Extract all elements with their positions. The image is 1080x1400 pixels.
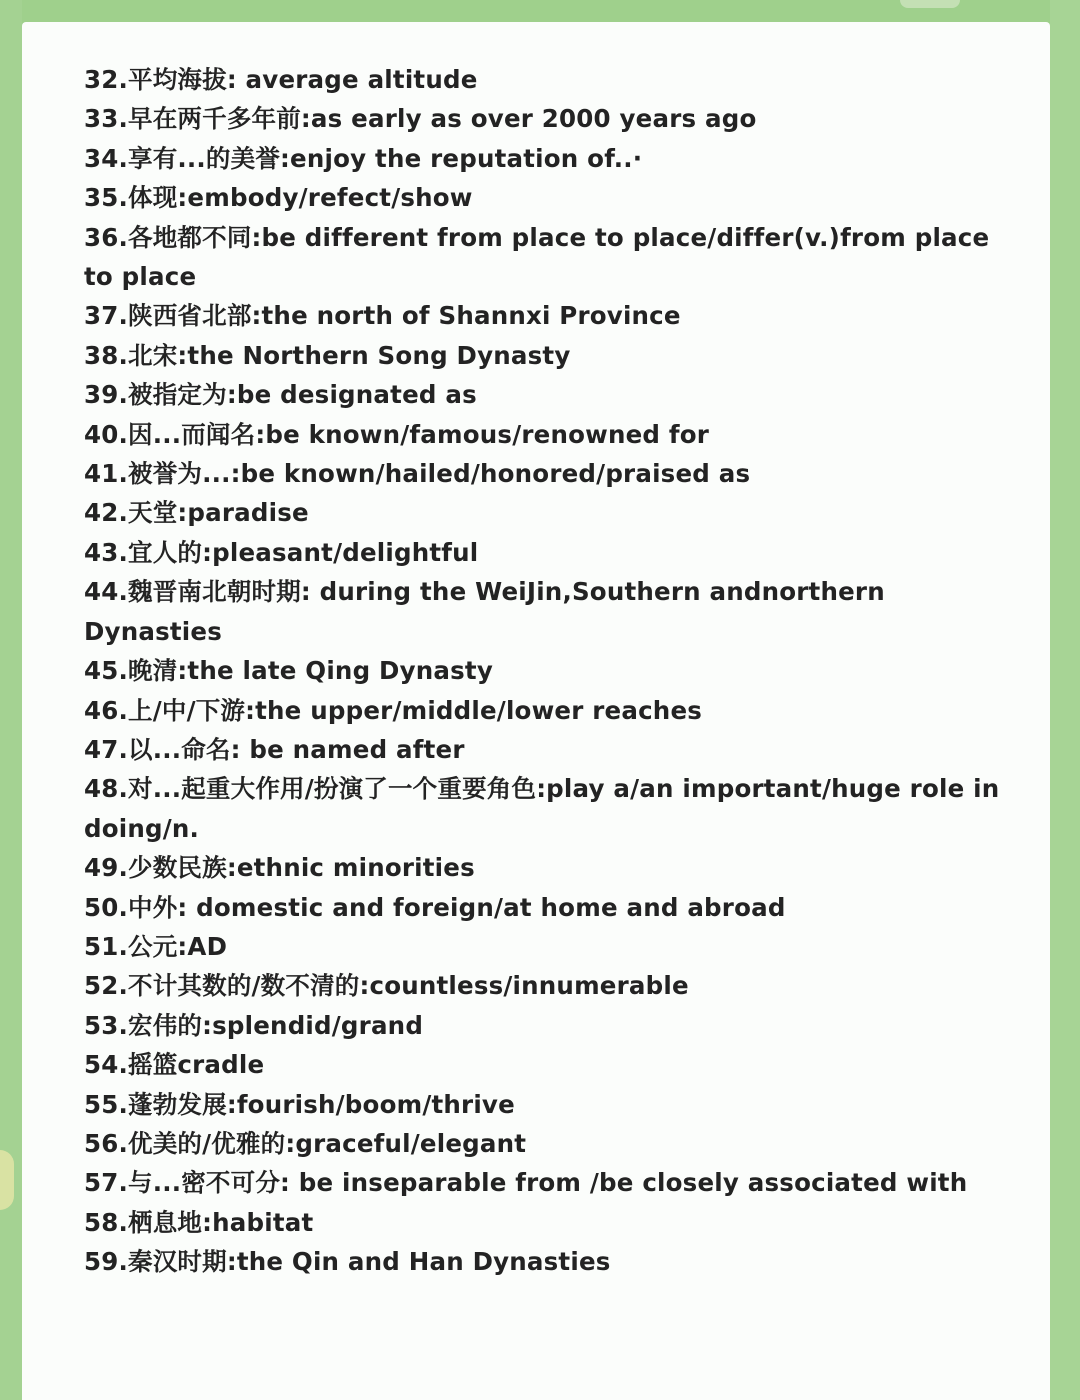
chinese-term: 公元: [128, 931, 178, 961]
english-translation: cradle: [177, 1050, 265, 1080]
english-translation: :the Qin and Han Dynasties: [226, 1247, 611, 1277]
chinese-term: 栖息地: [128, 1207, 203, 1237]
chinese-term: 摇篮: [128, 1050, 178, 1080]
item-number: 50.: [84, 892, 129, 922]
english-translation: :the Northern Song Dynasty: [177, 340, 571, 370]
chinese-term: 对...起重大作用/扮演了一个重要角色: [128, 774, 537, 804]
english-translation: :be known/famous/renowned for: [255, 419, 710, 449]
list-item: [84, 730, 1004, 769]
chinese-term: 中外: [128, 892, 178, 922]
chinese-term: 晚清: [128, 656, 178, 686]
list-item: [84, 533, 1004, 572]
list-item: [84, 572, 1004, 651]
item-number: 58.: [84, 1207, 129, 1237]
english-translation: :be known/hailed/honored/praised as: [230, 459, 751, 489]
item-number: 43.: [84, 537, 129, 567]
english-translation: :be designated as: [226, 380, 477, 410]
chinese-term: 因...而闻名: [128, 419, 256, 449]
chinese-term: 魏晋南北朝时期: [128, 577, 301, 607]
chinese-term: 蓬勃发展: [128, 1089, 227, 1119]
item-number: 41.: [84, 459, 129, 489]
chinese-term: 优美的/优雅的: [128, 1128, 286, 1158]
english-translation: :as early as over 2000 years ago: [300, 104, 757, 134]
chinese-term: 被指定为: [128, 380, 227, 410]
chinese-term: 体现: [128, 183, 178, 213]
item-number: 59.: [84, 1247, 129, 1277]
item-number: 44.: [84, 577, 129, 607]
list-item: [84, 454, 1004, 493]
item-number: 57.: [84, 1168, 129, 1198]
list-item: [84, 1085, 1004, 1124]
chinese-term: 平均海拔: [128, 65, 227, 94]
list-item: [84, 178, 1004, 217]
list-item: [84, 966, 1004, 1005]
english-translation: :fourish/boom/thrive: [226, 1089, 515, 1119]
list-item: [84, 927, 1004, 966]
list-item: [84, 691, 1004, 730]
list-item: [84, 415, 1004, 454]
item-number: 47.: [84, 734, 129, 764]
list-item: [84, 1006, 1004, 1045]
item-number: 33.: [84, 104, 129, 134]
item-number: 38.: [84, 340, 129, 370]
english-translation: :the north of Shannxi Province: [251, 301, 681, 331]
item-number: 37.: [84, 301, 129, 331]
chinese-term: 被誉为...: [128, 459, 231, 489]
english-translation: :enjoy the reputation of..·: [280, 143, 643, 173]
list-item: [84, 296, 1004, 335]
list-item: [84, 1242, 1004, 1281]
item-number: 42.: [84, 498, 129, 528]
left-decoration: [0, 1150, 14, 1210]
page-card: [22, 22, 1050, 1400]
chinese-term: 秦汉时期: [128, 1247, 227, 1277]
list-item: [84, 1045, 1004, 1084]
list-item: [84, 60, 1004, 99]
english-translation: :the upper/middle/lower reaches: [245, 695, 703, 725]
english-translation: :countless/innumerable: [359, 971, 689, 1001]
english-translation: : be inseparable from /be closely associated with: [280, 1168, 968, 1198]
item-number: 48.: [84, 774, 129, 804]
list-item: [84, 769, 1004, 848]
english-translation: :pleasant/delightful: [202, 537, 479, 567]
list-item: [84, 1163, 1004, 1202]
top-decoration: [900, 0, 960, 8]
chinese-term: 与...密不可分: [128, 1168, 281, 1198]
item-number: 56.: [84, 1128, 129, 1158]
english-translation: :graceful/elegant: [285, 1128, 527, 1158]
english-translation: :habitat: [202, 1207, 314, 1237]
item-number: 55.: [84, 1089, 129, 1119]
chinese-term: 早在两千多年前: [128, 104, 301, 134]
list-item: [84, 888, 1004, 927]
item-number: 53.: [84, 1010, 129, 1040]
list-item: [84, 139, 1004, 178]
english-translation: : be named after: [230, 734, 465, 764]
list-item: [84, 99, 1004, 138]
chinese-term: 享有...的美誉: [128, 143, 281, 173]
list-item: [84, 1124, 1004, 1163]
english-translation: : average altitude: [226, 65, 478, 94]
english-translation: :embody/refect/show: [177, 183, 473, 213]
chinese-term: 北宋: [128, 340, 178, 370]
item-number: 52.: [84, 971, 129, 1001]
english-translation: :play a/an important/huge role in doing/n.: [84, 774, 1000, 843]
chinese-term: 以...命名: [128, 734, 231, 764]
item-number: 45.: [84, 656, 129, 686]
list-item: [84, 218, 1004, 297]
chinese-term: 天堂: [128, 498, 178, 528]
chinese-term: 上/中/下游: [128, 695, 246, 725]
chinese-term: 各地都不同: [128, 222, 252, 252]
item-number: 46.: [84, 695, 129, 725]
english-translation: :splendid/grand: [202, 1010, 424, 1040]
chinese-term: 少数民族: [128, 853, 227, 883]
english-translation: :paradise: [177, 498, 309, 528]
list-item: [84, 493, 1004, 532]
english-translation: :be different from place to place/differ(v.)from place to place: [84, 222, 990, 292]
english-translation: : during the WeiJin,Southern andnorthern Dynasties: [84, 577, 885, 646]
item-number: 49.: [84, 853, 129, 883]
item-number: 54.: [84, 1050, 129, 1080]
english-translation: :ethnic minorities: [226, 853, 475, 883]
item-number: 36.: [84, 222, 129, 252]
english-translation: :AD: [177, 931, 228, 961]
list-item: [84, 1203, 1004, 1242]
english-translation: :the late Qing Dynasty: [177, 656, 493, 686]
chinese-term: 宏伟的: [128, 1010, 203, 1040]
item-number: 51.: [84, 931, 129, 961]
list-item: [84, 375, 1004, 414]
right-border: [1050, 0, 1080, 1400]
chinese-term: 不计其数的/数不清的: [128, 971, 360, 1001]
chinese-term: 宜人的: [128, 537, 203, 567]
english-translation: : domestic and foreign/at home and abroad: [177, 892, 786, 922]
list-item: [84, 336, 1004, 375]
vocabulary-list: [84, 60, 1004, 1282]
item-number: 34.: [84, 143, 129, 173]
item-number: 32.: [84, 65, 129, 94]
item-number: 35.: [84, 183, 129, 213]
item-number: 40.: [84, 419, 129, 449]
list-item: [84, 848, 1004, 887]
chinese-term: 陕西省北部: [128, 301, 252, 331]
list-item: [84, 651, 1004, 690]
item-number: 39.: [84, 380, 129, 410]
